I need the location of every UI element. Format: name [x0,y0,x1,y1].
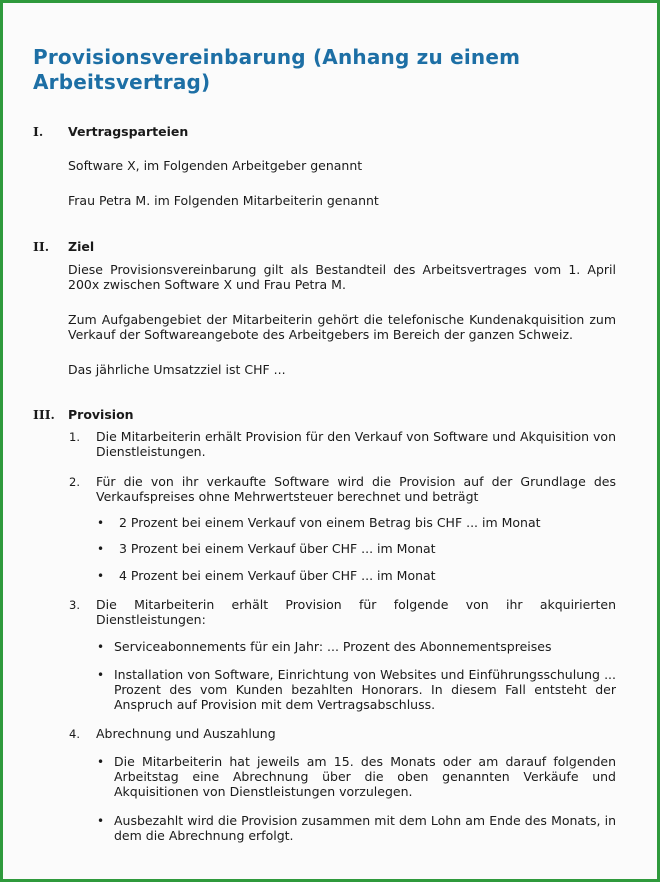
list-item-text: Die Mitarbeiterin erhält Provision für folgende von ihr akquirierten Dienstleistungen: [96,597,616,627]
list-item-text: Für die von ihr verkaufte Software wird die Provision auf der Grundlage des Verkaufspreises ohne Mehrwertsteuer berechnet und beträgt [96,474,616,504]
bullet-icon: • [97,516,105,530]
section-number: III. [33,407,55,422]
paragraph: Zum Aufgabengebiet der Mitarbeiterin gehört die telefonische Kundenakquisition zum Verkauf der Softwareangebote des Arbeitgebers im Bereich der ganzen Schweiz. [68,312,616,342]
list-number: 1. [69,430,80,444]
document-page [3,3,657,879]
paragraph: Das jährliche Umsatzziel ist CHF ... [68,362,286,377]
paragraph: Software X, im Folgenden Arbeitgeber genannt [68,158,363,173]
bullet-icon: • [97,814,105,828]
paragraph: Diese Provisionsvereinbarung gilt als Bestandteil des Arbeitsvertrages vom 1. April 200x zwischen Software X und Frau Petra M. [68,262,616,292]
paragraph: Frau Petra M. im Folgenden Mitarbeiterin genannt [68,193,379,208]
bullet-icon: • [97,542,105,556]
list-number: 3. [69,598,80,612]
bullet-text: Installation von Software, Einrichtung von Websites und Einführungsschulung ... Prozent des vom Kunden bezahlten Honorars. In diesem Fall entsteht der Anspruch auf Provision mit dem Vertragsabschluss. [114,667,616,712]
section-title: Vertragsparteien [68,124,189,139]
document-title: Provisionsvereinbarung (Anhang zu einem Arbeitsvertrag) [33,45,521,94]
bullet-icon: • [97,668,105,682]
list-number: 4. [69,727,80,741]
list-number: 2. [69,475,80,489]
bullet-icon: • [97,569,105,583]
bullet-text: Die Mitarbeiterin hat jeweils am 15. des Monats oder am darauf folgenden Arbeitstag eine Abrechnung über die oben genannten Verkäufe und Akquisitionen von Dienstleistungen vorzulegen. [114,754,616,799]
bullet-text: Serviceabonnements für ein Jahr: ... Prozent des Abonnementspreises [114,639,552,654]
list-item-text: Die Mitarbeiterin erhält Provision für den Verkauf von Software und Akquisition von Dienstleistungen. [96,429,616,459]
bullet-text: Ausbezahlt wird die Provision zusammen mit dem Lohn am Ende des Monats, in dem die Abrechnung erfolgt. [114,813,616,843]
bullet-icon: • [97,640,105,654]
list-item-text: Abrechnung und Auszahlung [96,726,276,741]
section-title: Provision [68,407,134,422]
section-title: Ziel [68,239,95,254]
bullet-text: 3 Prozent bei einem Verkauf über CHF ... im Monat [119,541,436,556]
bullet-text: 2 Prozent bei einem Verkauf von einem Betrag bis CHF ... im Monat [119,515,541,530]
section-number: II. [33,239,50,254]
section-number: I. [33,124,44,139]
bullet-icon: • [97,755,105,769]
bullet-text: 4 Prozent bei einem Verkauf über CHF ... im Monat [119,568,436,583]
